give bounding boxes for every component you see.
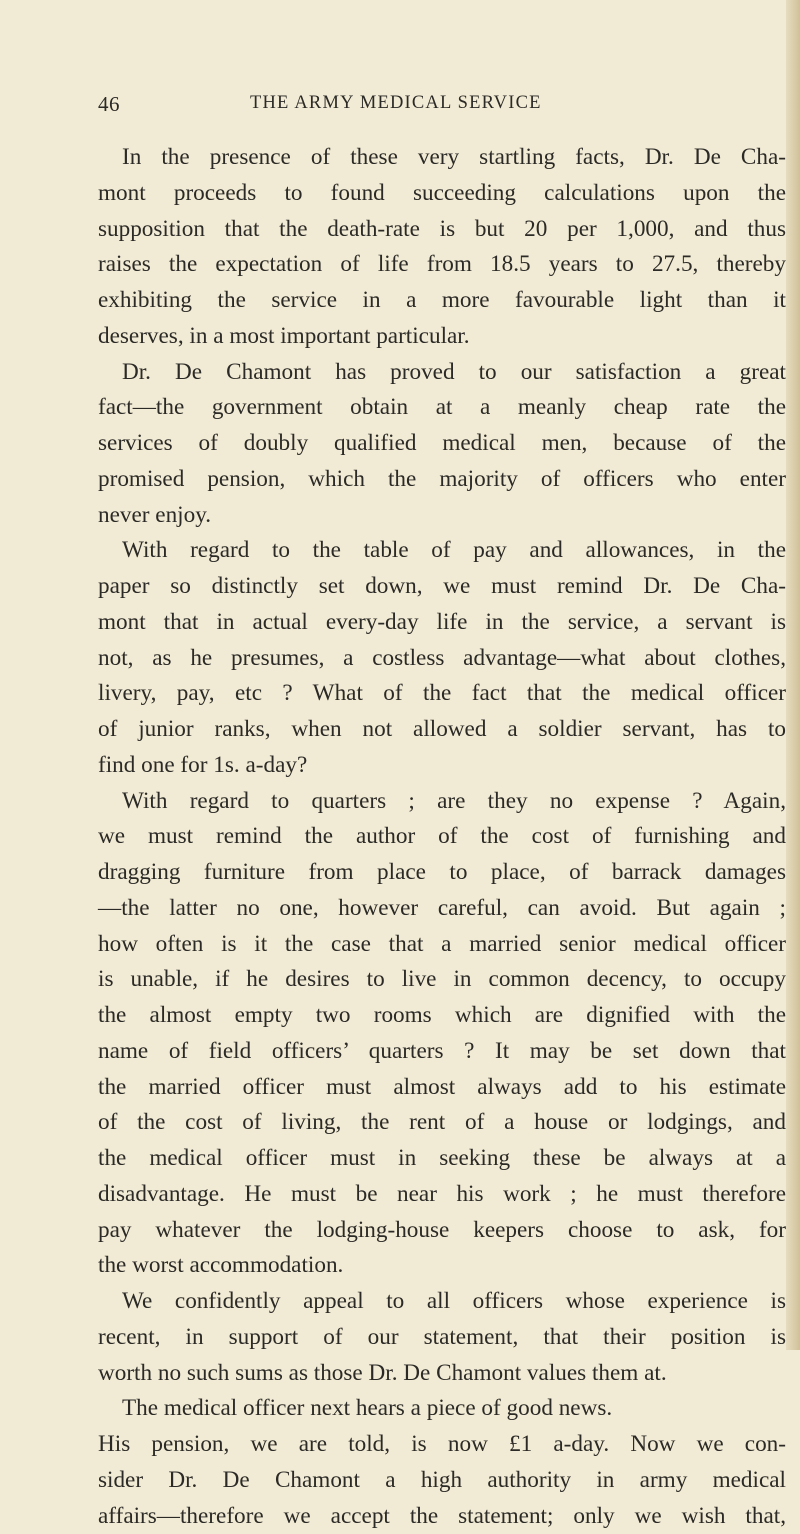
text-line: disadvantage. He must be near his work ; he must therefore	[98, 1177, 786, 1213]
text-line: The medical officer next hears a piece of good news.	[98, 1391, 786, 1427]
text-line: exhibiting the service in a more favourable light than it	[98, 283, 786, 319]
text-line: recent, in support of our statement, that their position is	[98, 1320, 786, 1356]
text-line: how often is it the case that a married senior medical officer	[98, 927, 786, 963]
page-number: 46	[98, 92, 120, 117]
text-line: name of field officers’ quarters ? It may be set down that	[98, 1034, 786, 1070]
text-line: His pension, we are told, is now £1 a-day. Now we con-	[98, 1427, 786, 1463]
text-line: affairs—therefore we accept the statement; only we wish that,	[98, 1499, 786, 1534]
text-line: Dr. De Chamont has proved to our satisfaction a great	[98, 355, 786, 391]
text-line: dragging furniture from place to place, of barrack damages	[98, 855, 786, 891]
text-line: With regard to the table of pay and allowances, in the	[98, 533, 786, 569]
text-line: never enjoy.	[98, 498, 786, 534]
text-line: not, as he presumes, a costless advantage—what about clothes,	[98, 641, 786, 677]
text-line: promised pension, which the majority of officers who enter	[98, 462, 786, 498]
text-line: the medical officer must in seeking these be always at a	[98, 1141, 786, 1177]
text-line: of the cost of living, the rent of a house or lodgings, and	[98, 1105, 786, 1141]
text-line: is unable, if he desires to live in common decency, to occupy	[98, 962, 786, 998]
text-line: raises the expectation of life from 18.5 years to 27.5, thereby	[98, 247, 786, 283]
text-line: sider Dr. De Chamont a high authority in army medical	[98, 1463, 786, 1499]
text-line: paper so distinctly set down, we must remind Dr. De Cha-	[98, 569, 786, 605]
text-line: mont that in actual every-day life in the service, a servant is	[98, 605, 786, 641]
running-head: THE ARMY MEDICAL SERVICE	[250, 93, 542, 114]
text-line: services of doubly qualified medical men, because of the	[98, 426, 786, 462]
text-line: We confidently appeal to all officers whose experience is	[98, 1284, 786, 1320]
text-line: deserves, in a most important particular.	[98, 319, 786, 355]
text-line: —the latter no one, however careful, can avoid. But again ;	[98, 891, 786, 927]
text-line: livery, pay, etc ? What of the fact that the medical officer	[98, 676, 786, 712]
text-line: mont proceeds to found succeeding calculations upon the	[98, 176, 786, 212]
text-line: fact—the government obtain at a meanly cheap rate the	[98, 390, 786, 426]
text-line: of junior ranks, when not allowed a soldier servant, has to	[98, 712, 786, 748]
text-line: With regard to quarters ; are they no expense ? Again,	[98, 784, 786, 820]
text-line: find one for 1s. a-day?	[98, 748, 786, 784]
text-line: the married officer must almost always add to his estimate	[98, 1070, 786, 1106]
text-line: supposition that the death-rate is but 20 per 1,000, and thus	[98, 212, 786, 248]
page-edge	[786, 0, 800, 1350]
text-line: the almost empty two rooms which are dignified with the	[98, 998, 786, 1034]
text-line: In the presence of these very startling facts, Dr. De Cha-	[98, 140, 786, 176]
body-text	[98, 140, 786, 1534]
text-line: pay whatever the lodging-house keepers choose to ask, for	[98, 1213, 786, 1249]
text-line: worth no such sums as those Dr. De Chamont values them at.	[98, 1356, 786, 1392]
text-line: we must remind the author of the cost of furnishing and	[98, 819, 786, 855]
text-line: the worst accommodation.	[98, 1248, 786, 1284]
page-header	[0, 92, 800, 122]
